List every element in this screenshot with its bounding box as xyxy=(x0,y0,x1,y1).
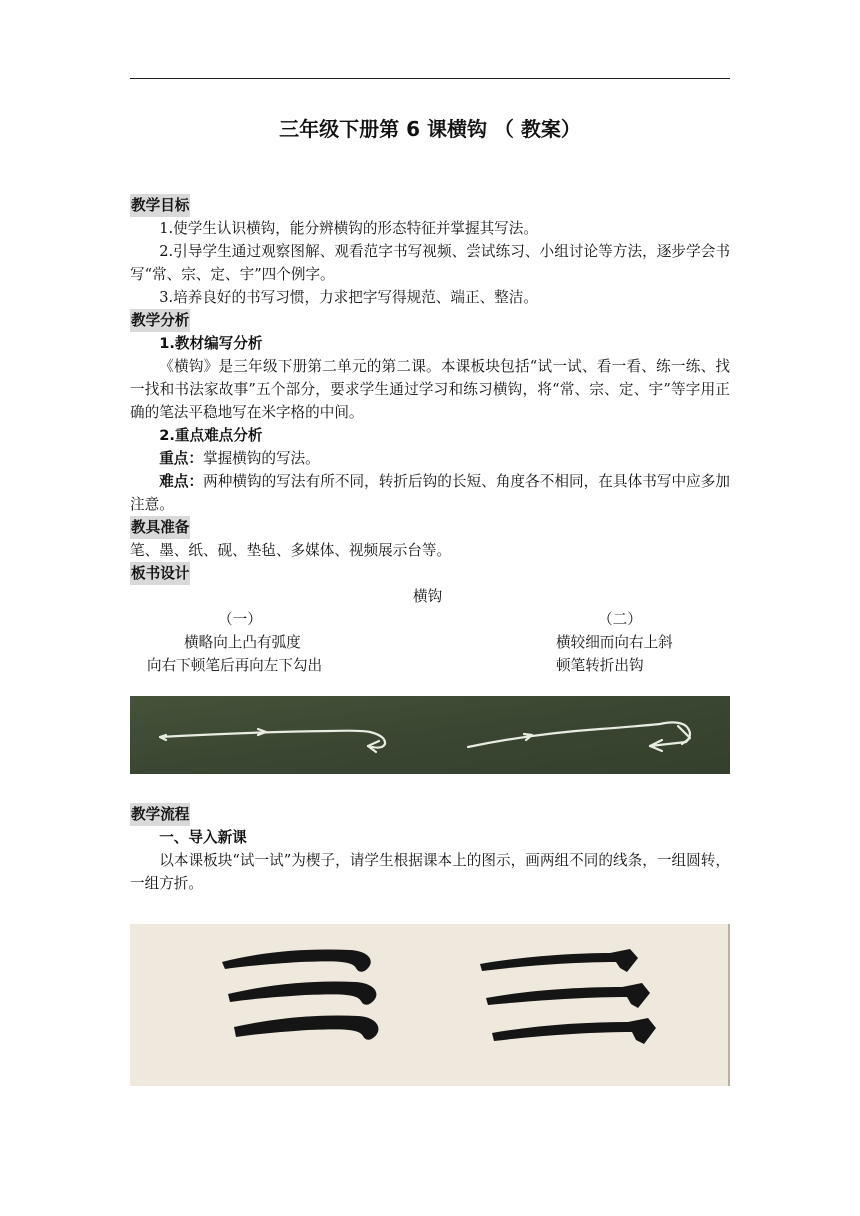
flow-heading: 教学流程 xyxy=(130,803,190,826)
top-rule xyxy=(130,78,730,79)
analysis-heading: 教学分析 xyxy=(130,309,190,332)
board-left-line2: 向右下顿笔后再向左下勾出 xyxy=(147,657,323,674)
board-right-line1: 横较细而向右上斜 xyxy=(556,634,673,651)
key-point-label: 重点： xyxy=(159,450,203,467)
textbook-analysis-heading: 1.教材编写分析 xyxy=(159,335,263,352)
key-point xyxy=(130,447,730,470)
goal-item: 3.培养良好的书写习惯，力求把字写得规范、端正、整洁。 xyxy=(159,289,538,306)
chalkboard-stroke-image xyxy=(130,696,730,774)
board-right-label: （二） xyxy=(598,611,642,628)
key-point-text: 掌握横钩的写法。 xyxy=(202,450,320,467)
step1-heading: 一、导入新课 xyxy=(159,829,247,846)
board-center-title: 横钩 xyxy=(413,588,443,605)
teaching-flow xyxy=(130,803,730,895)
goals-heading: 教学目标 xyxy=(130,194,190,217)
lesson-content xyxy=(130,194,730,677)
tools-text: 笔、墨、纸、砚、垫毡、多媒体、视频展示台等。 xyxy=(130,542,452,559)
goal-item: 1.使学生认识横钩，能分辨横钩的形态特征并掌握其写法。 xyxy=(159,220,538,237)
textbook-analysis-text: 《横钩》是三年级下册第二单元的第二课。本课板块包括“试一试、看一看、练一练、找一找和书法家故事”五个部分，要求学生通过学习和练习横钩，将“常、宗、定、宇”等字用正确的笔法平稳地写在米字格的中间。 xyxy=(130,358,730,421)
brush-lines-illustration xyxy=(130,924,728,1086)
step1-text: 以本课板块“试一试”为楔子，请学生根据课本上的图示，画两组不同的线条，一组圆转，一组方折。 xyxy=(130,852,730,892)
tools-heading: 教具准备 xyxy=(130,516,190,539)
board-heading: 板书设计 xyxy=(130,562,190,585)
board-left-label: （一） xyxy=(218,611,262,628)
difficult-point-label: 难点： xyxy=(159,473,204,490)
brush-lines-image xyxy=(130,924,730,1086)
board-left-line1: 横略向上凸有弧度 xyxy=(184,634,301,651)
goal-item: 2.引导学生通过观察图解、观看范字书写视频、尝试练习、小组讨论等方法，逐步学会书写“常、宗、定、宇”四个例字。 xyxy=(130,243,730,283)
board-design xyxy=(130,585,730,677)
page-title: 三年级下册第 6 课横钩 （ 教案） xyxy=(279,117,581,141)
difficult-point-text: 两种横钩的写法有所不同，转折后钩的长短、角度各不相同，在具体书写中应多加注意。 xyxy=(130,473,730,513)
board-right-line2: 顿笔转折出钩 xyxy=(556,657,644,674)
chalk-strokes-illustration xyxy=(130,696,730,774)
difficult-point xyxy=(130,470,730,516)
key-analysis-heading: 2.重点难点分析 xyxy=(159,427,263,444)
